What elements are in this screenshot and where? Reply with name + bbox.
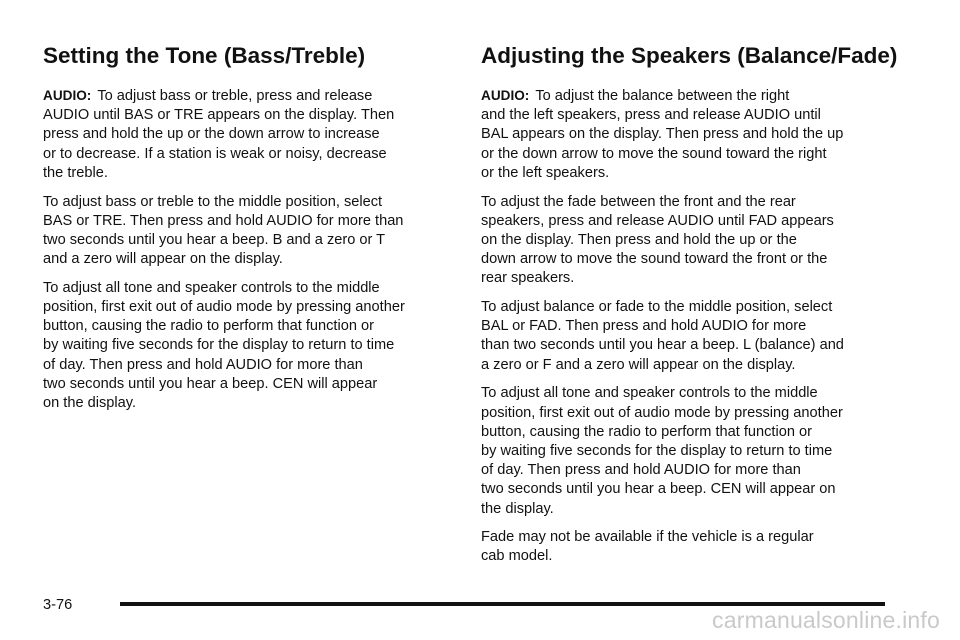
text-line: a zero or F and a zero will appear on the display. <box>481 356 796 373</box>
text-line <box>43 86 453 106</box>
text-line: the treble. <box>43 164 108 181</box>
text-line: or the left speakers. <box>481 164 610 181</box>
text-line: or the down arrow to move the sound toward the right <box>481 145 827 162</box>
text-line: of day. Then press and hold AUDIO for more than <box>43 356 363 373</box>
audio-label: AUDIO: <box>43 88 92 103</box>
text-line: To adjust bass or treble to the middle position, select <box>43 193 383 210</box>
watermark-text: carmanualsonline.info <box>712 607 940 633</box>
text-line: two seconds until you hear a beep. CEN will appear on <box>481 481 836 498</box>
paragraph-tone-all-controls <box>43 279 453 413</box>
left-column <box>43 40 453 423</box>
text-line: on the display. Then press and hold the up or the <box>481 231 797 248</box>
text-line: and the left speakers, press and release AUDIO until <box>481 107 821 124</box>
text-line: down arrow to move the sound toward the front or the <box>481 251 828 268</box>
text-line: speakers, press and release AUDIO until FAD appears <box>481 212 834 229</box>
text-line: position, first exit out of audio mode by pressing another <box>481 404 843 421</box>
text-line: on the display. <box>43 395 137 412</box>
text-line: Fade may not be available if the vehicle is a regular <box>481 529 814 546</box>
paragraph-fade-availability <box>481 528 901 566</box>
paragraph-speakers-all-controls <box>481 384 901 518</box>
text-line: and a zero will appear on the display. <box>43 251 283 268</box>
paragraph-balance-fade-middle <box>481 298 901 375</box>
text-line: of day. Then press and hold AUDIO for more than <box>481 462 801 479</box>
page-number: 3-76 <box>43 597 73 613</box>
section-heading-speakers: Adjusting the Speakers (Balance/Fade) <box>481 43 898 68</box>
paragraph-fade <box>481 193 901 289</box>
text-line: the display. <box>481 500 554 517</box>
text-line: To adjust all tone and speaker controls to the middle <box>481 385 818 402</box>
text-line <box>481 86 901 106</box>
text-line: To adjust all tone and speaker controls to the middle <box>43 279 380 296</box>
text-line: button, causing the radio to perform that function or <box>481 423 812 440</box>
text-line: To adjust the fade between the front and the rear <box>481 193 796 210</box>
text-line: two seconds until you hear a beep. B and a zero or T <box>43 231 386 248</box>
text-line: two seconds until you hear a beep. CEN will appear <box>43 375 378 392</box>
text-line: BAS or TRE. Then press and hold AUDIO for more than <box>43 212 404 229</box>
paragraph-tone-middle <box>43 193 453 270</box>
text-line-content: To adjust bass or treble, press and release <box>97 88 373 104</box>
text-line: by waiting five seconds for the display to return to time <box>43 337 395 354</box>
text-line: BAL or FAD. Then press and hold AUDIO for more <box>481 318 807 335</box>
text-line: position, first exit out of audio mode by pressing another <box>43 299 405 316</box>
text-line: BAL appears on the display. Then press and hold the up <box>481 126 844 143</box>
text-line: or to decrease. If a station is weak or noisy, decrease <box>43 145 387 162</box>
section-heading-tone: Setting the Tone (Bass/Treble) <box>43 43 366 68</box>
text-line: To adjust balance or fade to the middle position, select <box>481 299 833 316</box>
right-column <box>481 40 901 576</box>
text-line: button, causing the radio to perform that function or <box>43 318 374 335</box>
text-line: AUDIO until BAS or TRE appears on the display. Then <box>43 107 395 124</box>
text-line: cab model. <box>481 548 553 565</box>
text-line: rear speakers. <box>481 270 575 287</box>
text-line: press and hold the up or the down arrow to increase <box>43 126 380 143</box>
text-line: by waiting five seconds for the display to return to time <box>481 442 833 459</box>
paragraph-balance-audio <box>481 86 901 183</box>
text-line-content: To adjust the balance between the right <box>535 88 790 104</box>
paragraph-tone-audio <box>43 86 453 183</box>
text-line: than two seconds until you hear a beep. L (balance) and <box>481 337 844 354</box>
audio-label: AUDIO: <box>481 88 530 103</box>
